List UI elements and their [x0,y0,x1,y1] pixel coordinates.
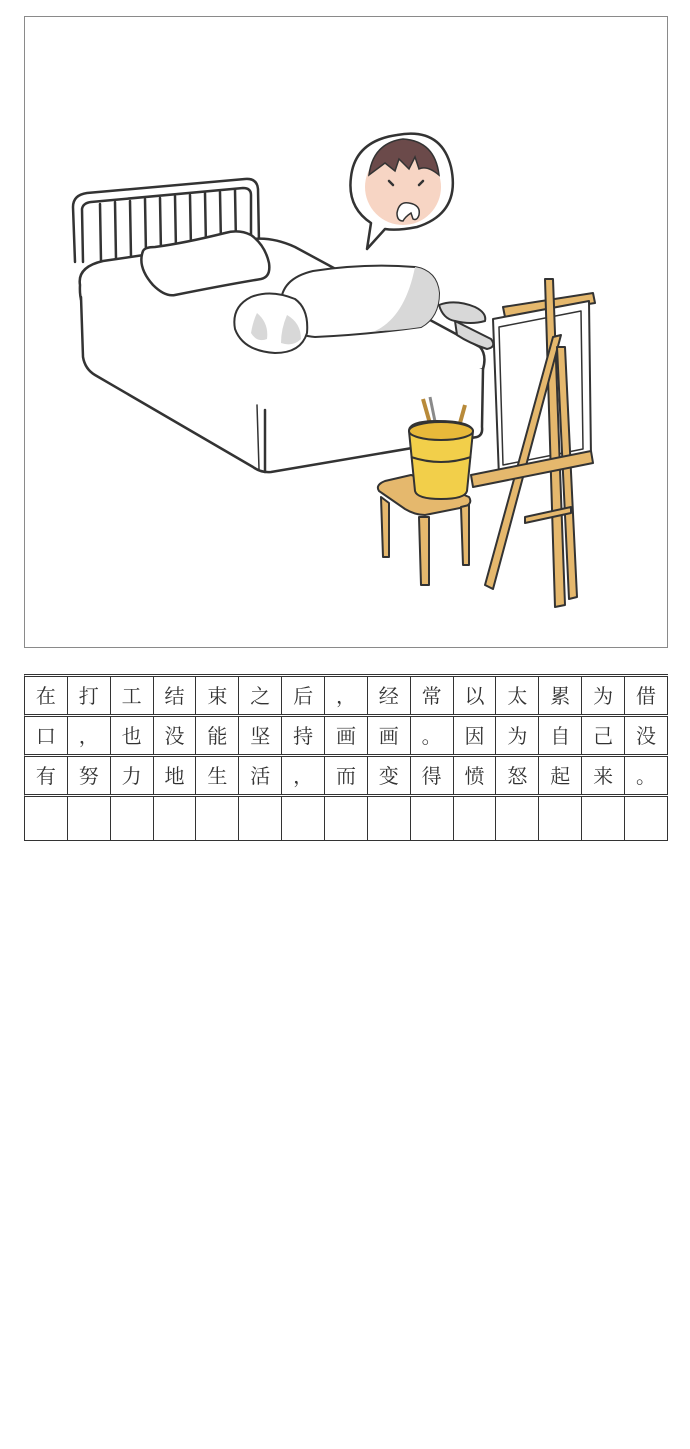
grid-cell: 累 [539,677,582,714]
grid-cell: 没 [625,717,668,754]
grid-cell: ， [282,757,325,794]
grid-cell [282,797,325,840]
grid-cell: 生 [196,757,239,794]
grid-cell [454,797,497,840]
grid-cell: 画 [325,717,368,754]
grid-cell [582,797,625,840]
grid-cell: 力 [111,757,154,794]
grid-cell: 变 [368,757,411,794]
grid-cell: 努 [68,757,111,794]
grid-cell [368,797,411,840]
grid-cell [539,797,582,840]
easel [471,279,595,607]
grid-cell [239,797,282,840]
grid-row-3 [24,754,668,794]
grid-cell [25,797,68,840]
grid-cell: 束 [196,677,239,714]
illustration-panel [24,16,668,648]
grid-cell: 工 [111,677,154,714]
manuscript-text-grid [24,674,668,841]
grid-cell: 常 [411,677,454,714]
grid-cell: 持 [282,717,325,754]
grid-cell [68,797,111,840]
grid-cell: 起 [539,757,582,794]
grid-cell: 经 [368,677,411,714]
grid-cell: 来 [582,757,625,794]
grid-cell: 画 [368,717,411,754]
grid-cell: 。 [411,717,454,754]
grid-cell: 以 [454,677,497,714]
grid-cell: 因 [454,717,497,754]
grid-cell: 之 [239,677,282,714]
grid-cell: 己 [582,717,625,754]
grid-row-2 [24,714,668,754]
grid-cell: 活 [239,757,282,794]
grid-row-1 [24,674,668,714]
grid-cell [111,797,154,840]
grid-cell: 也 [111,717,154,754]
grid-cell [411,797,454,840]
grid-cell: 得 [411,757,454,794]
grid-cell: 在 [25,677,68,714]
grid-cell: 自 [539,717,582,754]
grid-cell: 没 [154,717,197,754]
tired-artist-bed-easel-icon [25,17,668,648]
grid-cell: 借 [625,677,668,714]
grid-cell: 打 [68,677,111,714]
grid-cell: 为 [496,717,539,754]
grid-cell: 结 [154,677,197,714]
grid-cell: 口 [25,717,68,754]
grid-cell [325,797,368,840]
grid-cell: 后 [282,677,325,714]
grid-cell: 为 [582,677,625,714]
grid-cell [496,797,539,840]
speech-bubble-angry-face [350,134,452,249]
grid-cell: 太 [496,677,539,714]
grid-cell: 坚 [239,717,282,754]
grid-cell: 能 [196,717,239,754]
grid-cell: 愤 [454,757,497,794]
grid-cell: 而 [325,757,368,794]
grid-cell: 地 [154,757,197,794]
grid-cell: 有 [25,757,68,794]
grid-cell: 怒 [496,757,539,794]
grid-cell [196,797,239,840]
grid-cell: ， [68,717,111,754]
grid-cell [154,797,197,840]
grid-cell: ， [325,677,368,714]
grid-cell [625,797,668,840]
grid-cell: 。 [625,757,668,794]
grid-row-4 [24,794,668,841]
